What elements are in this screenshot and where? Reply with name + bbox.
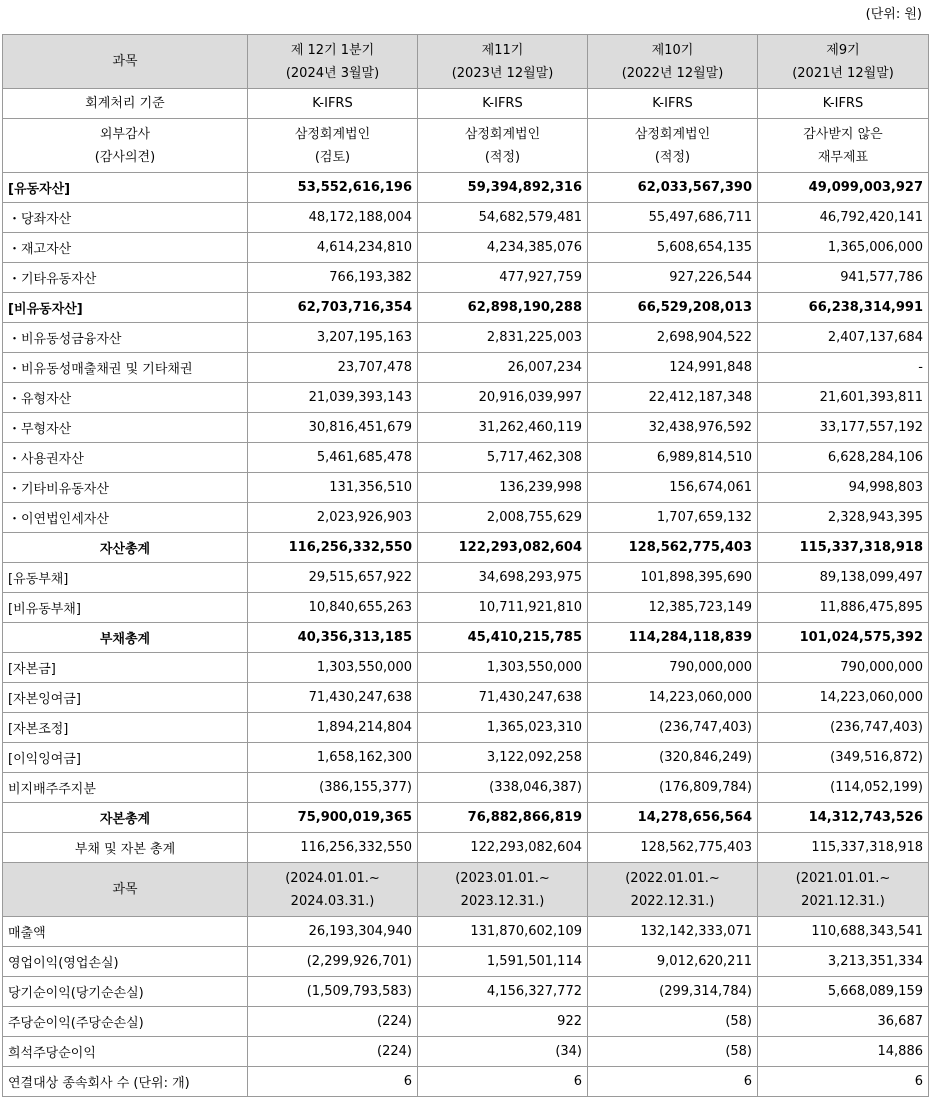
value-cell: (58) xyxy=(588,1037,758,1067)
value-cell: 29,515,657,922 xyxy=(248,563,418,593)
value-cell: 12,385,723,149 xyxy=(588,593,758,623)
value-cell: 11,886,475,895 xyxy=(758,593,929,623)
row-label: [자본잉여금] xyxy=(3,683,248,713)
value-cell: 115,337,318,918 xyxy=(758,533,929,563)
table-row xyxy=(3,713,929,743)
row-label: ・이연법인세자산 xyxy=(3,503,248,533)
value-cell: 33,177,557,192 xyxy=(758,413,929,443)
table-row xyxy=(3,917,929,947)
value-cell: 62,898,190,288 xyxy=(418,293,588,323)
value-cell: 1,303,550,000 xyxy=(248,653,418,683)
row-label: [자본조정] xyxy=(3,713,248,743)
table-row xyxy=(3,593,929,623)
value-cell: 14,886 xyxy=(758,1037,929,1067)
header-row xyxy=(3,863,929,917)
header-period-cell xyxy=(758,863,929,917)
cell-line: 삼정회계법인 xyxy=(634,126,711,142)
row-label: ・기타비유동자산 xyxy=(3,473,248,503)
value-cell: 76,882,866,819 xyxy=(418,803,588,833)
cell-line: K-IFRS xyxy=(652,96,693,111)
value-cell: 6,628,284,106 xyxy=(758,443,929,473)
cell-line: (2023년 12월말) xyxy=(451,65,554,81)
value-cell: 26,007,234 xyxy=(418,353,588,383)
value-cell: 124,991,848 xyxy=(588,353,758,383)
cell-line: 2021.12.31.) xyxy=(801,893,885,909)
table-row xyxy=(3,353,929,383)
table-row xyxy=(3,473,929,503)
meta-row xyxy=(3,119,929,173)
value-cell: 48,172,188,004 xyxy=(248,203,418,233)
value-cell: 156,674,061 xyxy=(588,473,758,503)
row-label: 당기순이익(당기순손실) xyxy=(3,977,248,1007)
value-cell: 3,122,092,258 xyxy=(418,743,588,773)
table-row xyxy=(3,263,929,293)
table-row xyxy=(3,653,929,683)
meta-value-cell xyxy=(588,119,758,173)
cell-line: 회계처리 기준 xyxy=(85,96,165,111)
value-cell: (114,052,199) xyxy=(758,773,929,803)
table-row xyxy=(3,977,929,1007)
meta-value-cell xyxy=(588,89,758,119)
value-cell: 89,138,099,497 xyxy=(758,563,929,593)
cell-line: 2022.12.31.) xyxy=(630,893,715,909)
row-label xyxy=(3,119,248,173)
row-label: ・비유동성매출채권 및 기타채권 xyxy=(3,353,248,383)
row-label: ・재고자산 xyxy=(3,233,248,263)
value-cell: (299,314,784) xyxy=(588,977,758,1007)
row-label: ・기타유동자산 xyxy=(3,263,248,293)
value-cell: (1,509,793,583) xyxy=(248,977,418,1007)
value-cell: 21,039,393,143 xyxy=(248,383,418,413)
table-row xyxy=(3,563,929,593)
value-cell: 131,356,510 xyxy=(248,473,418,503)
value-cell: 1,365,023,310 xyxy=(418,713,588,743)
cell-line: 제10기 xyxy=(651,42,694,58)
value-cell: 31,262,460,119 xyxy=(418,413,588,443)
table-row xyxy=(3,1007,929,1037)
value-cell: (349,516,872) xyxy=(758,743,929,773)
table-row xyxy=(3,203,929,233)
table-row xyxy=(3,293,929,323)
value-cell: 54,682,579,481 xyxy=(418,203,588,233)
value-cell: (320,846,249) xyxy=(588,743,758,773)
cell-line: 제11기 xyxy=(481,42,524,58)
value-cell: 9,012,620,211 xyxy=(588,947,758,977)
value-cell: 59,394,892,316 xyxy=(418,173,588,203)
meta-value-cell xyxy=(248,89,418,119)
cell-line: (2022.01.01.~ xyxy=(625,870,720,886)
cell-line: 외부감사 xyxy=(99,126,151,142)
meta-value-cell xyxy=(418,89,588,119)
row-label: ・당좌자산 xyxy=(3,203,248,233)
table-row xyxy=(3,623,929,653)
value-cell: 14,278,656,564 xyxy=(588,803,758,833)
value-cell: 116,256,332,550 xyxy=(248,533,418,563)
financial-summary-table xyxy=(2,34,929,1097)
value-cell: (58) xyxy=(588,1007,758,1037)
value-cell: 22,412,187,348 xyxy=(588,383,758,413)
value-cell: 1,894,214,804 xyxy=(248,713,418,743)
value-cell: (236,747,403) xyxy=(758,713,929,743)
cell-line: 감사받지 않은 xyxy=(803,126,883,142)
meta-value-cell xyxy=(418,119,588,173)
value-cell: 132,142,333,071 xyxy=(588,917,758,947)
table-row xyxy=(3,1037,929,1067)
value-cell: (34) xyxy=(418,1037,588,1067)
value-cell: 40,356,313,185 xyxy=(248,623,418,653)
value-cell: 1,365,006,000 xyxy=(758,233,929,263)
value-cell: 2,698,904,522 xyxy=(588,323,758,353)
value-cell: 71,430,247,638 xyxy=(248,683,418,713)
value-cell: 922 xyxy=(418,1007,588,1037)
cell-line: (2023.01.01.~ xyxy=(455,870,550,886)
cell-line: 제 12기 1분기 xyxy=(290,42,375,58)
value-cell: 71,430,247,638 xyxy=(418,683,588,713)
row-label xyxy=(3,89,248,119)
row-label: 자산총계 xyxy=(3,533,248,563)
table-row xyxy=(3,503,929,533)
cell-line: 삼정회계법인 xyxy=(294,126,371,142)
value-cell: (224) xyxy=(248,1007,418,1037)
value-cell: 20,916,039,997 xyxy=(418,383,588,413)
value-cell: 26,193,304,940 xyxy=(248,917,418,947)
table-row xyxy=(3,173,929,203)
table-row xyxy=(3,683,929,713)
row-label: 연결대상 종속회사 수 (단위: 개) xyxy=(3,1067,248,1097)
value-cell: 6 xyxy=(418,1067,588,1097)
header-label-cell: 과목 xyxy=(3,863,248,917)
row-label: 희석주당순이익 xyxy=(3,1037,248,1067)
cell-line: (2021.01.01.~ xyxy=(795,870,891,886)
row-label: ・유형자산 xyxy=(3,383,248,413)
value-cell: 2,328,943,395 xyxy=(758,503,929,533)
header-period-cell xyxy=(758,35,929,89)
value-cell: 122,293,082,604 xyxy=(418,533,588,563)
value-cell: (224) xyxy=(248,1037,418,1067)
value-cell: 36,687 xyxy=(758,1007,929,1037)
row-label: [유동자산] xyxy=(3,173,248,203)
value-cell: 14,312,743,526 xyxy=(758,803,929,833)
cell-line: (적정) xyxy=(484,149,521,165)
row-label: 자본총계 xyxy=(3,803,248,833)
value-cell: 1,707,659,132 xyxy=(588,503,758,533)
table-row xyxy=(3,743,929,773)
value-cell: 14,223,060,000 xyxy=(588,683,758,713)
row-label: 매출액 xyxy=(3,917,248,947)
cell-line: (검토) xyxy=(314,149,351,165)
value-cell: (236,747,403) xyxy=(588,713,758,743)
value-cell: 66,238,314,991 xyxy=(758,293,929,323)
row-label: [비유동부채] xyxy=(3,593,248,623)
value-cell: 2,831,225,003 xyxy=(418,323,588,353)
table-row xyxy=(3,383,929,413)
cell-line: (2021년 12월말) xyxy=(792,65,894,81)
header-period-cell xyxy=(418,863,588,917)
value-cell: 32,438,976,592 xyxy=(588,413,758,443)
value-cell: 122,293,082,604 xyxy=(418,833,588,863)
value-cell: 1,303,550,000 xyxy=(418,653,588,683)
value-cell: 6 xyxy=(588,1067,758,1097)
row-label: ・무형자산 xyxy=(3,413,248,443)
value-cell: 4,234,385,076 xyxy=(418,233,588,263)
value-cell: 5,461,685,478 xyxy=(248,443,418,473)
cell-line: 2023.12.31.) xyxy=(460,893,545,909)
meta-value-cell xyxy=(758,89,929,119)
value-cell: (176,809,784) xyxy=(588,773,758,803)
table-row xyxy=(3,803,929,833)
row-label: 비지배주주지분 xyxy=(3,773,248,803)
value-cell: 5,717,462,308 xyxy=(418,443,588,473)
value-cell: 94,998,803 xyxy=(758,473,929,503)
cell-line: K-IFRS xyxy=(312,96,353,111)
value-cell: 5,668,089,159 xyxy=(758,977,929,1007)
header-period-cell xyxy=(588,35,758,89)
header-period-cell xyxy=(248,863,418,917)
value-cell: 941,577,786 xyxy=(758,263,929,293)
value-cell: 2,008,755,629 xyxy=(418,503,588,533)
value-cell: 3,207,195,163 xyxy=(248,323,418,353)
value-cell: 6 xyxy=(248,1067,418,1097)
meta-value-cell xyxy=(248,119,418,173)
row-label: 부채총계 xyxy=(3,623,248,653)
table-row xyxy=(3,233,929,263)
value-cell: 62,703,716,354 xyxy=(248,293,418,323)
header-label-cell: 과목 xyxy=(3,35,248,89)
value-cell: 14,223,060,000 xyxy=(758,683,929,713)
row-label: 주당순이익(주당순손실) xyxy=(3,1007,248,1037)
table-row xyxy=(3,833,929,863)
cell-line: (적정) xyxy=(654,149,691,165)
header-period-cell xyxy=(248,35,418,89)
cell-line: 2024.03.31.) xyxy=(290,893,375,909)
value-cell: 34,698,293,975 xyxy=(418,563,588,593)
meta-value-cell xyxy=(758,119,929,173)
value-cell: (386,155,377) xyxy=(248,773,418,803)
value-cell: 10,711,921,810 xyxy=(418,593,588,623)
cell-line: 삼정회계법인 xyxy=(464,126,541,142)
row-label: [비유동자산] xyxy=(3,293,248,323)
value-cell: 114,284,118,839 xyxy=(588,623,758,653)
table-row xyxy=(3,533,929,563)
value-cell: 101,898,395,690 xyxy=(588,563,758,593)
value-cell: 55,497,686,711 xyxy=(588,203,758,233)
unit-label: (단위: 원) xyxy=(865,7,922,22)
meta-row xyxy=(3,89,929,119)
value-cell: 6 xyxy=(758,1067,929,1097)
table-row xyxy=(3,443,929,473)
value-cell: 4,156,327,772 xyxy=(418,977,588,1007)
value-cell: 3,213,351,334 xyxy=(758,947,929,977)
value-cell: (2,299,926,701) xyxy=(248,947,418,977)
table-row xyxy=(3,773,929,803)
value-cell: 75,900,019,365 xyxy=(248,803,418,833)
cell-line: 재무제표 xyxy=(817,149,869,165)
value-cell: 766,193,382 xyxy=(248,263,418,293)
cell-line: K-IFRS xyxy=(822,96,864,111)
value-cell: 128,562,775,403 xyxy=(588,533,758,563)
cell-line: K-IFRS xyxy=(482,96,523,111)
cell-line: (2022년 12월말) xyxy=(621,65,724,81)
value-cell: 1,591,501,114 xyxy=(418,947,588,977)
cell-line: (2024.01.01.~ xyxy=(285,870,380,886)
value-cell: 101,024,575,392 xyxy=(758,623,929,653)
value-cell: 62,033,567,390 xyxy=(588,173,758,203)
header-period-cell xyxy=(418,35,588,89)
header-period-cell xyxy=(588,863,758,917)
value-cell: 49,099,003,927 xyxy=(758,173,929,203)
table-row xyxy=(3,947,929,977)
header-row xyxy=(3,35,929,89)
value-cell: 110,688,343,541 xyxy=(758,917,929,947)
table-row xyxy=(3,413,929,443)
value-cell: 136,239,998 xyxy=(418,473,588,503)
row-label: [유동부채] xyxy=(3,563,248,593)
value-cell: 53,552,616,196 xyxy=(248,173,418,203)
row-label: [이익잉여금] xyxy=(3,743,248,773)
value-cell: 128,562,775,403 xyxy=(588,833,758,863)
table-row xyxy=(3,323,929,353)
value-cell: 1,658,162,300 xyxy=(248,743,418,773)
value-cell: 115,337,318,918 xyxy=(758,833,929,863)
value-cell: 2,407,137,684 xyxy=(758,323,929,353)
value-cell: 30,816,451,679 xyxy=(248,413,418,443)
row-label: 영업이익(영업손실) xyxy=(3,947,248,977)
value-cell: 5,608,654,135 xyxy=(588,233,758,263)
value-cell: (338,046,387) xyxy=(418,773,588,803)
value-cell: 4,614,234,810 xyxy=(248,233,418,263)
value-cell: 45,410,215,785 xyxy=(418,623,588,653)
value-cell: 21,601,393,811 xyxy=(758,383,929,413)
table-row xyxy=(3,1067,929,1097)
cell-line: (감사의견) xyxy=(94,149,156,165)
value-cell: 927,226,544 xyxy=(588,263,758,293)
value-cell: 790,000,000 xyxy=(588,653,758,683)
row-label: 부채 및 자본 총계 xyxy=(3,833,248,863)
value-cell: 116,256,332,550 xyxy=(248,833,418,863)
value-cell: 46,792,420,141 xyxy=(758,203,929,233)
row-label: ・비유동성금융자산 xyxy=(3,323,248,353)
row-label: ・사용권자산 xyxy=(3,443,248,473)
cell-line: (2024년 3월말) xyxy=(285,65,380,81)
value-cell: 23,707,478 xyxy=(248,353,418,383)
value-cell: 477,927,759 xyxy=(418,263,588,293)
value-cell: - xyxy=(758,353,929,383)
cell-line: 제9기 xyxy=(826,42,860,58)
value-cell: 66,529,208,013 xyxy=(588,293,758,323)
value-cell: 790,000,000 xyxy=(758,653,929,683)
value-cell: 6,989,814,510 xyxy=(588,443,758,473)
value-cell: 2,023,926,903 xyxy=(248,503,418,533)
value-cell: 131,870,602,109 xyxy=(418,917,588,947)
value-cell: 10,840,655,263 xyxy=(248,593,418,623)
row-label: [자본금] xyxy=(3,653,248,683)
